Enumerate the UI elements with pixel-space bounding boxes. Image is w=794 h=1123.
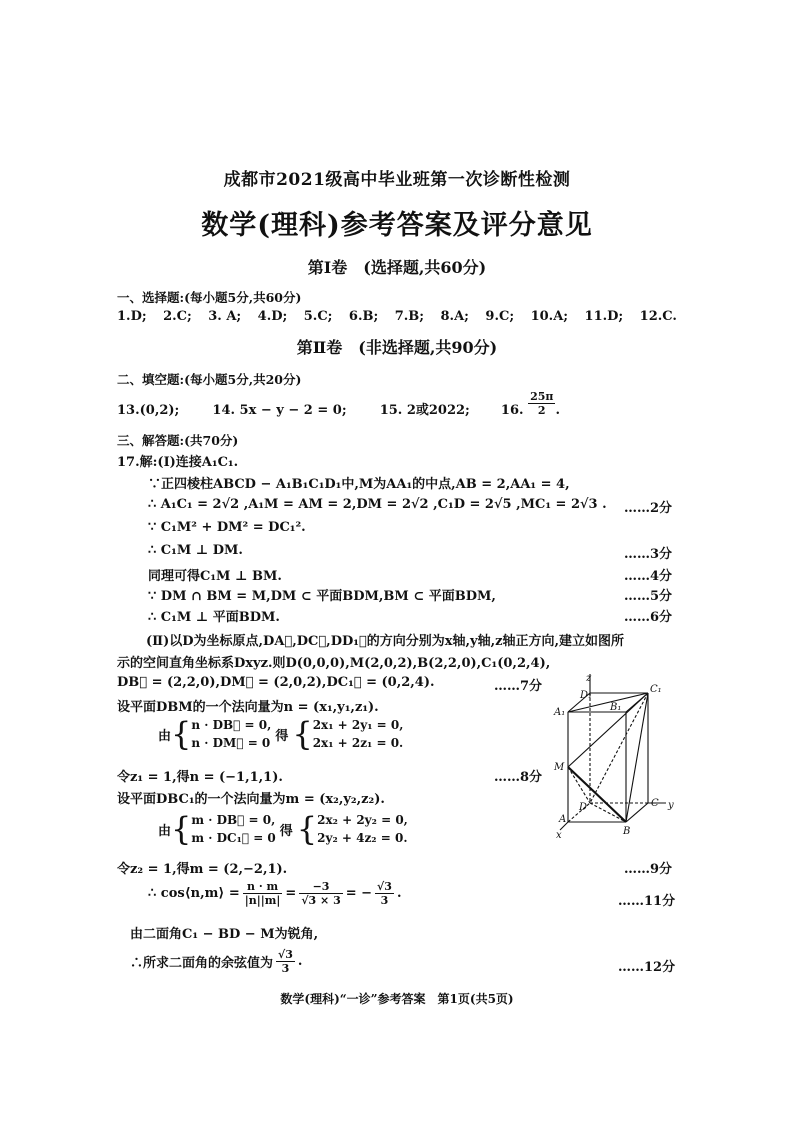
points-9: ……9分 [624,862,673,877]
solution-line-4: ∵ C₁M² + DM² = DC₁². [148,520,306,535]
solution-line-9: (Ⅱ)以D为坐标原点,DA⃗,DC⃗,DD₁⃗的方向分别为x轴,y轴,z轴正方向,建立如图所 [146,634,624,649]
solution-line-6: 同理可得C₁M ⊥ BM. [148,569,282,584]
equation-system-2: 由 { m · DB⃗ = 0, m · DC₁⃗ = 0 得 { 2x₂ + 2y₂ = 0, 2y₂ + 4z₂ = 0. [158,810,408,848]
document-subtitle: 数学(理科)参考答案及评分意见 [201,210,593,241]
fill-answers: 13.(0,2); 14. 5x − y − 2 = 0; 15. 2或2022; 16. $\frac{25\pi}{2}$ . [117,390,560,418]
label-b: B [623,826,631,837]
label-a1: A₁ [554,707,566,718]
solution-line-14: 设平面DBC₁的一个法向量为m = (x₂,y₂,z₂). [117,792,385,807]
fill-answer-15: 15. 2或2022; [379,403,470,418]
solution-line-15: 令z₂ = 1,得m = (2,−2,1). [117,862,288,877]
answer-5: 5.C; [303,309,333,324]
document-title: 成都市2021级高中毕业班第一次诊断性检测 [223,170,571,190]
points-8: ……8分 [494,770,543,785]
solution-line-8: ∴ C₁M ⊥ 平面BDM. [148,610,280,625]
points-7: ……7分 [494,679,543,694]
solution-line-3: ∴ A₁C₁ = 2√2 ,A₁M = AM = 2,DM = 2√2 ,C₁D = 2√5 ,MC₁ = 2√3 . [148,497,607,512]
answer-4: 4.D; [257,309,288,324]
answer-8: 8.A; [440,309,469,324]
answer-11: 11.D; [584,309,624,324]
fill-answer-14: 14. 5x − y − 2 = 0; [212,403,347,418]
solution-line-10: 示的空间直角坐标系Dxyz.则D(0,0,0),M(2,0,2),B(2,2,0),C₁(0,2,4), [117,656,551,671]
page-footer: 数学(理科)“一诊”参考答案 第1页(共5页) [280,992,514,1006]
label-x: x [556,830,562,841]
answer-2: 2.C; [163,309,192,324]
fill-answer-16: 16. [500,403,524,418]
prism-figure [548,672,683,842]
answer-12: 12.C. [639,309,677,324]
label-z: z [586,673,592,684]
label-c: C [651,798,659,809]
answer-10: 10.A; [530,309,569,324]
solution-line-7: ∵ DM ∩ BM = M,DM ⊂ 平面BDM,BM ⊂ 平面BDM, [148,589,496,604]
section-1-heading: 一、选择题:(每小题5分,共60分) [117,290,302,305]
volume-1-heading: 第Ⅰ卷 (选择题,共60分) [307,258,487,277]
label-d: D [579,802,588,813]
points-12: ……12分 [618,960,676,975]
answer-1: 1.D; [117,309,147,324]
label-y: y [668,800,674,811]
solution-line-5: ∴ C₁M ⊥ DM. [148,543,243,558]
answer-6: 6.B; [348,309,379,324]
answer-3: 3. A; [208,309,242,324]
points-5: ……5分 [624,589,673,604]
points-4: ……4分 [624,569,673,584]
fill-answer-16-fraction: $\frac{25\pi}{2}$ [530,390,554,417]
segment-mb [568,767,626,822]
points-11: ……11分 [618,894,676,909]
cosine-formula: ∴ cos⟨n,m⟩ = $\frac{n \cdot m}{|n||m|}$ = $\frac{-3}{√3 \times 3}$ = − $\frac{√3}{3}$ . [148,880,402,907]
section-2-heading: 二、填空题:(每小题5分,共20分) [117,372,302,387]
label-b1: B₁ [610,702,622,713]
solution-line-2: ∵正四棱柱ABCD − A₁B₁C₁D₁中,M为AA₁的中点,AB = 2,AA₁ = 4, [148,477,570,492]
label-m: M [554,762,565,773]
section-3-heading: 三、解答题:(共70分) [117,433,239,448]
final-answer: ∴所求二面角的余弦值为 $\frac{√3}{3}$ . [130,948,303,975]
solution-line-12: 设平面DBM的一个法向量为n = (x₁,y₁,z₁). [117,700,379,715]
points-3: ……3分 [624,547,673,562]
multiple-choice-answers [117,309,677,324]
solution-line-17: 由二面角C₁ − BD − M为锐角, [130,927,319,942]
answer-7: 7.B; [394,309,425,324]
volume-2-heading: 第Ⅱ卷 (非选择题,共90分) [296,338,498,357]
answer-9: 9.C; [485,309,515,324]
label-c1: C₁ [650,684,662,695]
equation-system-1: 由 { n · DB⃗ = 0, n · DM⃗ = 0 得 { 2x₁ + 2y₁ = 0, 2x₁ + 2z₁ = 0. [158,715,404,753]
points-6: ……6分 [624,610,673,625]
label-d1: D₁ [580,690,593,701]
solution-line-1: 17.解:(Ⅰ)连接A₁C₁. [117,455,239,470]
label-a: A [559,814,567,825]
points-2: ……2分 [624,501,673,516]
solution-line-11: DB⃗ = (2,2,0),DM⃗ = (2,0,2),DC₁⃗ = (0,2,4). [117,675,435,690]
solution-line-13: 令z₁ = 1,得n = (−1,1,1). [117,770,283,785]
fill-answer-13: 13.(0,2); [117,403,180,418]
